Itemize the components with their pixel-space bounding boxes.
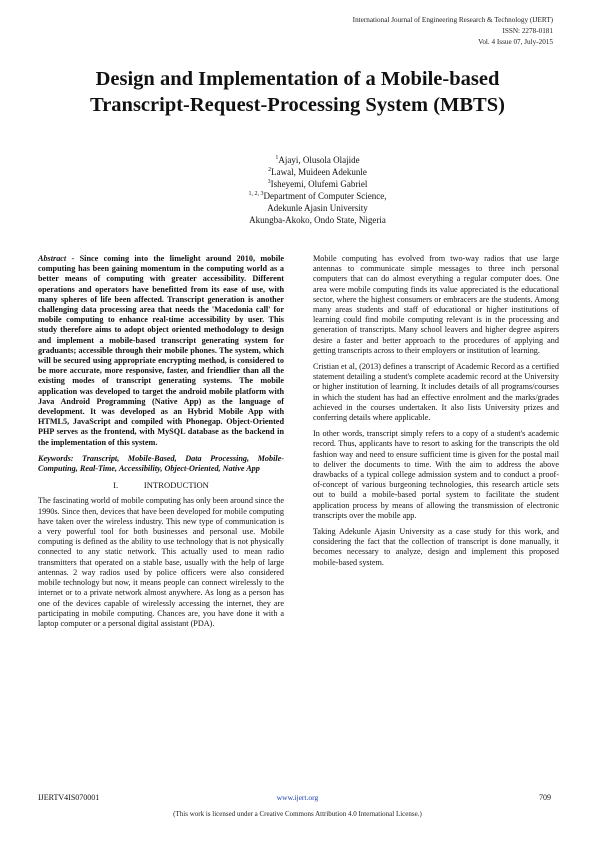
affiliation-3: Akungba-Akoko, Ondo State, Nigeria [249, 215, 386, 225]
journal-name: International Journal of Engineering Research & Technology (IJERT) [352, 16, 553, 24]
author-1: $^1$Ajayi, Olusola Olajide [275, 155, 360, 165]
right-paragraph-1: Mobile computing has evolved from two-way radios that use large antennas to communicate simple messages to three inch personal computers that can do almost everything a regular computer does. One area were mobile computing finds its value appreciated is the educational sector, where the highest consumers or embracers are the students. Among many areas students and staff of educational or higher institutions of learning could find mobile computing relevant is in the processing and generation of transcripts. Many school leavers and higher degree aspirers desire a faster and better approach to the procedures of applying and getting transcripts across to their employers or institution of learning. [313, 254, 559, 355]
right-paragraph-4: Taking Adekunle Ajasin University as a case study for this work, and considering the fact that the collection of transcript is done manually, it becomes necessary to analyze, design and implement this proposed mobile-based system. [313, 527, 559, 567]
title-line-1: Design and Implementation of a Mobile-based [95, 68, 500, 90]
abstract-text: - Since coming into the limelight around 2010, mobile computing has been gaining momentum in the computing world as a better means of computing with greater accessibility. Different operations and operators have benefitted from its ease of use, with many spheres of life been affected. Transcript generation is another challenging data processing area that needs the 'Macedonia call' for mobile computing to enhance real-time accessibility by user. This study therefore aims to adopt object oriented methodology to design and implement a mobile-based transcript generating system for graduants; accessible through their mobile phones. The system, which will be secured using appropriate encrypting method, is considered to be more accurate, more responsive, faster, and friendlier than all the existing modes of transcript generating systems. The mobile application was developed to target the android mobile platform with Java Android Programming (Native App) as the language of development. It was developed as an Hybrid Mobile App with HTML5, JavaScript and compiled with Phonegap. Object-Oriented PHP serves as the frontend, with MySQL database as the backend in the implementation of this system. [38, 254, 284, 447]
section-heading-introduction: I. INTRODUCTION [113, 480, 209, 491]
paper-title [30, 66, 565, 118]
abstract-label: Abstract [38, 254, 67, 263]
page-number: 709 [539, 793, 551, 802]
affiliation-1: $^{1, 2, 3}$Department of Computer Science, [248, 191, 387, 201]
intro-paragraph-1: The fascinating world of mobile computing has only been around since the 1990s. Since then, devices that have been developed for mobile computing have taken over the wireless industry. This new type of communication is a very powerful tool for both businesses and personal use. Mobile computing is defined as the ability to use technology that is not physically connected to any static network. This actually used to mean radio transmitters that operated on a stable base, usually with the help of large antennas. 2 way radios used by police officers were also considered mobile technology but now, it means people can connect wirelessly to the internet or to a private network almost anywhere. As long as a person has one of the devices capable of wirelessly accessing the internet, they are participating in mobile computing. Chances are, you have done it with a laptop computer or a personal digital assistant (PDA). [38, 496, 284, 628]
left-column [38, 254, 284, 635]
journal-header [353, 15, 553, 48]
right-paragraph-2: Cristian et al, (2013) defines a transcript of Academic Record as a certified statement detailing a student's complete academic record at the University or higher institution of learning. It includes details of all programs/courses in which the student has had an effective enrolment and the marks/grades achieved in the courses undertaken. It also lists University prizes and conferring details where applicable. [313, 362, 559, 423]
right-paragraph-3: In other words, transcript simply refers to a copy of a student's academic record. Thus, applicants have to resort to asking for the transcripts the old fashion way and need to ensure sufficient time is given for the postal mail to deliver the documents to time. With the aim to address the above drawbacks of a typical college admission system and to conduct a proof-of-concept of various burgeoning technologies, this research article sets out to build a mobile-based portal system to facilitate the student application process by means of allowing the transmission of electronic transcripts over the mobile app. [313, 429, 559, 520]
affiliation-2: Adekunle Ajasin University [267, 203, 368, 213]
paper-id: IJERTV4IS070001 [38, 793, 100, 802]
author-block [0, 154, 595, 226]
author-3: $^3$Isheyemi, Olufemi Gabriel [267, 179, 368, 189]
right-column [313, 254, 559, 574]
keywords: Keywords: Transcript, Mobile-Based, Data Processing, Mobile-Computing, Real-Time, Accessibility, Object-Oriented, Native App [38, 453, 284, 474]
journal-website-link[interactable]: www.ijert.org [276, 793, 319, 802]
journal-volume: Vol. 4 Issue 07, July-2015 [478, 38, 553, 46]
author-2: $^2$Lawal, Muideen Adekunle [268, 167, 367, 177]
abstract [38, 254, 284, 448]
license-notice: (This work is licensed under a Creative Commons Attribution 4.0 International License.) [173, 810, 422, 818]
title-line-2: Transcript-Request-Processing System (MBTS) [90, 94, 505, 116]
journal-issn: ISSN: 2278-0181 [502, 27, 553, 35]
